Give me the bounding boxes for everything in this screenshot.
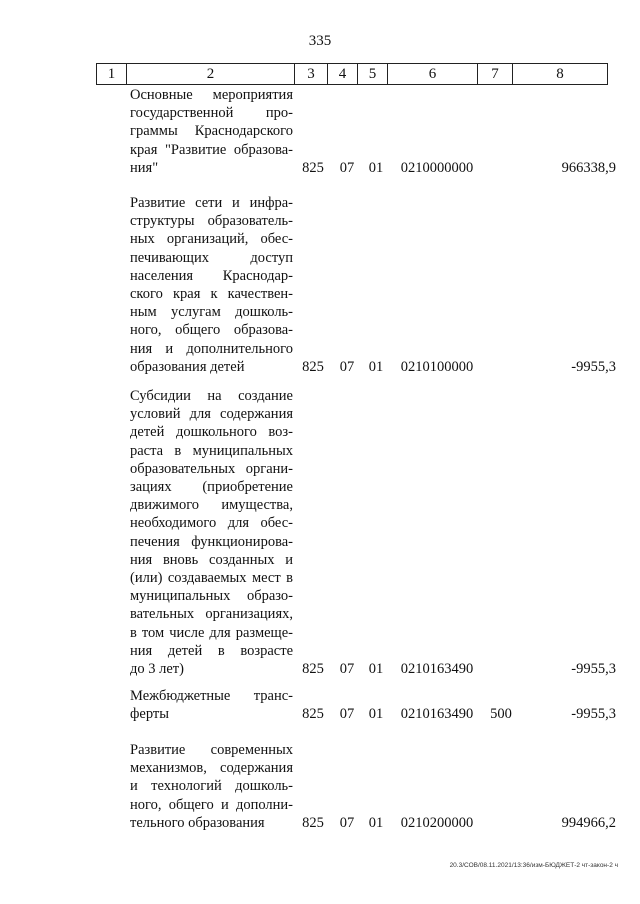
cell-c6: 0210163490 — [400, 706, 474, 723]
cell-c8: -9955,3 — [571, 661, 616, 677]
cell-c5: 01 — [368, 814, 384, 831]
description-line: образовательных органи- — [130, 460, 293, 477]
cell-c3: 825 — [302, 358, 324, 375]
description-line: населения Краснодар- — [130, 267, 293, 284]
cell-c3: 825 — [302, 159, 324, 176]
cell-c4: 07 — [339, 814, 355, 831]
cell-c4: 07 — [339, 358, 355, 375]
description-line: механизмов, содержания — [130, 760, 293, 777]
description-line: раста в муниципальных — [130, 442, 293, 459]
column-header-7: 7 — [478, 64, 513, 85]
cell-c5: 01 — [368, 159, 384, 176]
cell-c8: 994966,2 — [561, 814, 616, 831]
description-line: до 3 лет) — [130, 661, 184, 678]
column-header-3: 3 — [295, 64, 328, 85]
cell-c6: 0210163490 — [400, 661, 474, 677]
description-line: зациях (приобретение — [130, 479, 293, 496]
description-line: в том числе для размеще- — [130, 624, 293, 641]
page-number: 335 — [308, 33, 332, 49]
cell-c8: 966338,9 — [561, 159, 616, 176]
description-line: условий для содержания — [130, 406, 293, 423]
description-line: ных организаций, обес- — [130, 231, 293, 248]
description-line: ния детей в возрасте — [130, 642, 293, 659]
cell-c6: 0210200000 — [400, 814, 474, 831]
cell-c7: 500 — [490, 706, 512, 723]
column-header-8: 8 — [513, 64, 608, 85]
cell-c5: 01 — [368, 358, 384, 375]
column-header-6: 6 — [388, 64, 478, 85]
description-line: Развитие современных — [130, 742, 293, 758]
cell-c4: 07 — [339, 159, 355, 176]
description-line: ного, общего образова- — [130, 322, 293, 339]
cell-c3: 825 — [302, 661, 324, 677]
cell-c5: 01 — [368, 706, 384, 723]
cell-c6: 0210100000 — [400, 358, 474, 375]
row-description — [130, 86, 293, 177]
description-line: Развитие сети и инфра- — [130, 195, 293, 211]
description-line: и технологий дошколь- — [130, 778, 293, 795]
description-line: образования детей — [130, 358, 245, 375]
description-line: края "Развитие образова- — [130, 141, 293, 158]
row-description — [130, 387, 293, 678]
description-line: детей дошкольного воз- — [130, 424, 293, 441]
row-description — [130, 194, 293, 376]
column-header-4: 4 — [328, 64, 358, 85]
description-line: печения функционирова- — [130, 533, 293, 550]
description-line: движимого имущества, — [130, 497, 293, 514]
description-line: ния" — [130, 159, 159, 176]
description-line: Основные мероприятия — [130, 87, 293, 103]
column-header-2: 2 — [127, 64, 295, 85]
description-line: ния вновь созданных и — [130, 551, 293, 568]
description-line: ферты — [130, 706, 169, 723]
description-line: печивающих доступ — [130, 249, 293, 266]
description-line: необходимого для обес- — [130, 515, 293, 532]
description-line: ского края к качествен- — [130, 286, 293, 303]
cell-c5: 01 — [368, 661, 384, 677]
description-line: тельного образования — [130, 814, 265, 831]
description-line: муниципальных образо- — [130, 588, 293, 605]
column-header-table — [96, 63, 608, 85]
description-line: Межбюджетные транс- — [130, 688, 293, 704]
cell-c4: 07 — [339, 661, 355, 677]
description-line: Субсидии на создание — [130, 388, 293, 404]
cell-c6: 0210000000 — [400, 159, 474, 176]
cell-c4: 07 — [339, 706, 355, 723]
description-line: вательных организациях, — [130, 606, 293, 623]
description-line: ного, общего и дополни- — [130, 796, 293, 813]
description-line: государственной про- — [130, 105, 293, 122]
column-header-1: 1 — [97, 64, 127, 85]
cell-c3: 825 — [302, 706, 324, 723]
row-description — [130, 687, 293, 723]
description-line: структуры образователь- — [130, 213, 293, 230]
description-line: граммы Краснодарского — [130, 123, 293, 140]
cell-c3: 825 — [302, 814, 324, 831]
cell-c8: -9955,3 — [571, 706, 616, 723]
column-header-5: 5 — [358, 64, 388, 85]
description-line: (или) создаваемых мест в — [130, 570, 293, 587]
description-line: ния и дополнительного — [130, 340, 293, 357]
document-footer: 20.3/СОВ/08.11.2021/13:36/изм-БЮДЖЕТ-2 чт-закон-2 ч — [449, 862, 618, 869]
cell-c8: -9955,3 — [571, 358, 616, 375]
description-line: ным услугам дошколь- — [130, 304, 293, 321]
row-description — [130, 741, 293, 832]
